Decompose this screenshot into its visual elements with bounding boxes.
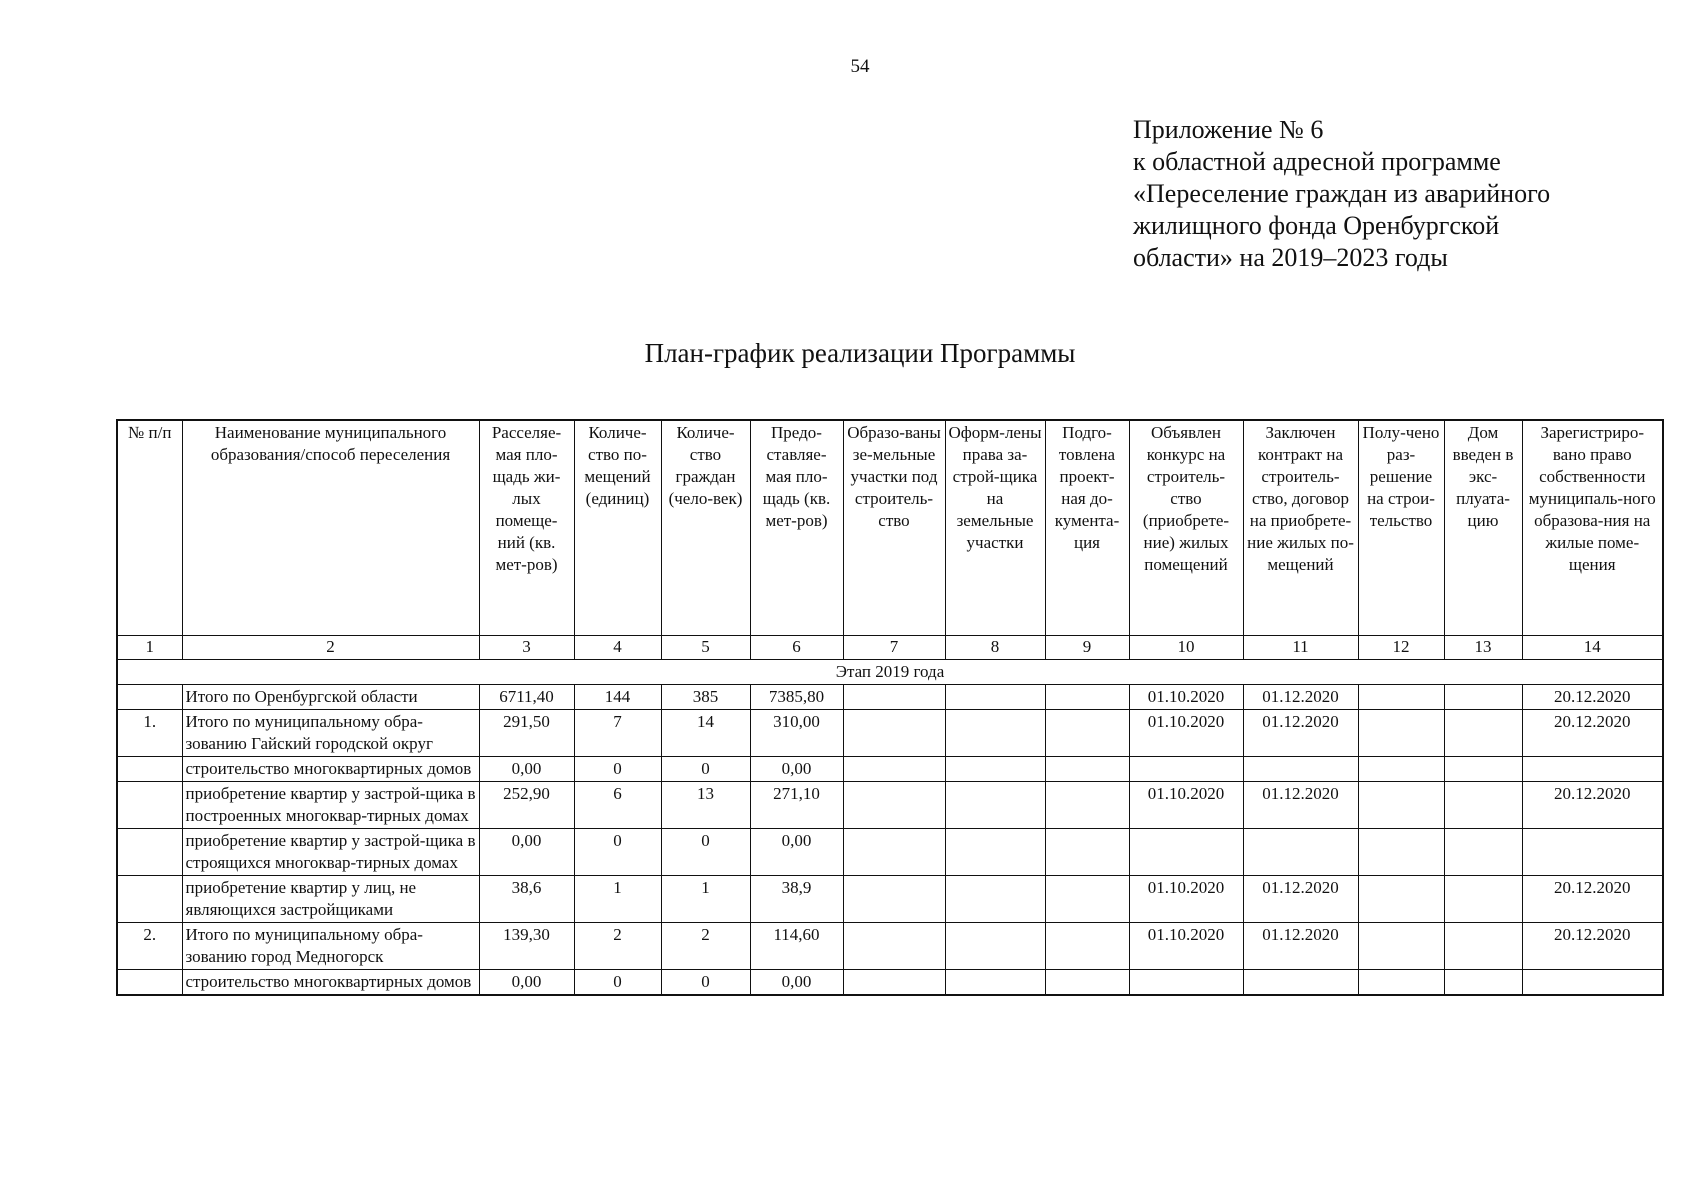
- table-cell: 0,00: [479, 828, 574, 875]
- header-cell: Полу-чено раз-решение на строи-тельство: [1358, 420, 1444, 635]
- row-label-cell: приобретение квартир у застрой-щика в строящихся многоквар-тирных домах: [182, 828, 479, 875]
- header-cell: Заключен контракт на строитель-ство, договор на приобрете-ние жилых по-мещений: [1243, 420, 1358, 635]
- table-cell: 14: [661, 709, 750, 756]
- header-cell: Зарегистриро-вано право собственности муниципаль-ного образова-ния на жилые поме-щения: [1522, 420, 1663, 635]
- table-cell: 6711,40: [479, 684, 574, 709]
- table-cell: 0,00: [750, 756, 843, 781]
- schedule-table: [116, 419, 1664, 996]
- table-row: [117, 684, 1663, 709]
- table-cell: 01.12.2020: [1243, 684, 1358, 709]
- header-cell: Количе-ство по-мещений (единиц): [574, 420, 661, 635]
- table-cell: 291,50: [479, 709, 574, 756]
- column-number: 1: [117, 635, 182, 659]
- table-cell: 20.12.2020: [1522, 684, 1663, 709]
- table-cell: [1444, 709, 1522, 756]
- table-cell: 1.: [117, 709, 182, 756]
- table-cell: [1243, 756, 1358, 781]
- table-cell: 2: [661, 922, 750, 969]
- column-number: 11: [1243, 635, 1358, 659]
- column-number: 6: [750, 635, 843, 659]
- column-number-row: [117, 635, 1663, 659]
- table-cell: 2: [574, 922, 661, 969]
- table-cell: 0: [574, 828, 661, 875]
- column-number: 8: [945, 635, 1045, 659]
- table-cell: [1045, 756, 1129, 781]
- table-cell: 01.12.2020: [1243, 922, 1358, 969]
- stage-row: [117, 659, 1663, 684]
- row-label-cell: приобретение квартир у застрой-щика в построенных многоквар-тирных домах: [182, 781, 479, 828]
- table-cell: 01.12.2020: [1243, 875, 1358, 922]
- table-cell: 01.12.2020: [1243, 781, 1358, 828]
- table-cell: 01.10.2020: [1129, 684, 1243, 709]
- header-cell: Расселяе-мая пло-щадь жи-лых помеще-ний (кв. мет-ров): [479, 420, 574, 635]
- table-cell: [1129, 969, 1243, 995]
- table-cell: [117, 828, 182, 875]
- table-cell: 2.: [117, 922, 182, 969]
- table-cell: [843, 922, 945, 969]
- table-cell: [1444, 875, 1522, 922]
- table-cell: 38,6: [479, 875, 574, 922]
- table-cell: [1522, 828, 1663, 875]
- table-cell: [117, 969, 182, 995]
- table-cell: [843, 756, 945, 781]
- table-cell: 7: [574, 709, 661, 756]
- table-cell: 0,00: [479, 756, 574, 781]
- column-number: 12: [1358, 635, 1444, 659]
- table-cell: [843, 709, 945, 756]
- table-cell: 6: [574, 781, 661, 828]
- table-cell: [843, 875, 945, 922]
- header-cell: Подго-товлена проект-ная до-кумента-ция: [1045, 420, 1129, 635]
- table-cell: 0: [661, 756, 750, 781]
- table-cell: [1444, 781, 1522, 828]
- table-cell: 0,00: [750, 969, 843, 995]
- row-label-cell: приобретение квартир у лиц, не являющихся застройщиками: [182, 875, 479, 922]
- column-number: 10: [1129, 635, 1243, 659]
- column-number: 3: [479, 635, 574, 659]
- table-body: [117, 684, 1663, 995]
- table-cell: 01.10.2020: [1129, 709, 1243, 756]
- table-cell: [945, 709, 1045, 756]
- appendix-line: Приложение № 6: [1133, 115, 1324, 144]
- table-cell: 7385,80: [750, 684, 843, 709]
- appendix-note: [1133, 114, 1653, 274]
- table-cell: 144: [574, 684, 661, 709]
- table-cell: 1: [661, 875, 750, 922]
- header-row: [117, 420, 1663, 635]
- table-cell: [117, 756, 182, 781]
- row-label-cell: строительство многоквартирных домов: [182, 756, 479, 781]
- table-cell: 13: [661, 781, 750, 828]
- table-cell: [1358, 781, 1444, 828]
- table-cell: 01.10.2020: [1129, 922, 1243, 969]
- header-cell: Образо-ваны зе-мельные участки под строитель-ство: [843, 420, 945, 635]
- table-cell: [945, 781, 1045, 828]
- table-cell: [843, 969, 945, 995]
- table-cell: [1243, 969, 1358, 995]
- table-row: [117, 756, 1663, 781]
- table-row: [117, 828, 1663, 875]
- table-cell: 01.12.2020: [1243, 709, 1358, 756]
- table-cell: [945, 922, 1045, 969]
- table-cell: [1045, 781, 1129, 828]
- table-cell: [1045, 922, 1129, 969]
- document-title: План-график реализации Программы: [644, 338, 1076, 368]
- table-cell: 1: [574, 875, 661, 922]
- table-cell: [1444, 756, 1522, 781]
- table-cell: [1358, 756, 1444, 781]
- header-cell: Предо-ставляе-мая пло-щадь (кв. мет-ров): [750, 420, 843, 635]
- header-cell: Дом введен в экс-плуата-цию: [1444, 420, 1522, 635]
- table-cell: [117, 684, 182, 709]
- table-cell: [1444, 828, 1522, 875]
- table-cell: 0: [661, 828, 750, 875]
- table-cell: [1045, 828, 1129, 875]
- column-number: 14: [1522, 635, 1663, 659]
- page-number: 54: [850, 56, 870, 77]
- table-cell: 01.10.2020: [1129, 875, 1243, 922]
- table-cell: [1045, 969, 1129, 995]
- table-cell: [1358, 828, 1444, 875]
- header-cell: Наименование муниципального образования/способ переселения: [182, 420, 479, 635]
- table-cell: [843, 684, 945, 709]
- table-cell: [1358, 709, 1444, 756]
- table-cell: [945, 969, 1045, 995]
- table-row: [117, 709, 1663, 756]
- table-cell: [117, 781, 182, 828]
- table-cell: [843, 781, 945, 828]
- table-cell: 271,10: [750, 781, 843, 828]
- table-cell: [1243, 828, 1358, 875]
- column-number: 5: [661, 635, 750, 659]
- table-row: [117, 922, 1663, 969]
- table-row: [117, 969, 1663, 995]
- column-number: 7: [843, 635, 945, 659]
- stage-label: Этап 2019 года: [117, 659, 1663, 684]
- table-cell: [843, 828, 945, 875]
- table-cell: 38,9: [750, 875, 843, 922]
- table-cell: [945, 756, 1045, 781]
- table-cell: 20.12.2020: [1522, 781, 1663, 828]
- table-cell: [1444, 922, 1522, 969]
- appendix-line: области» на 2019–2023 годы: [1133, 243, 1448, 272]
- table-cell: [1444, 684, 1522, 709]
- table-cell: 139,30: [479, 922, 574, 969]
- table-cell: 0,00: [479, 969, 574, 995]
- table-cell: 0: [574, 969, 661, 995]
- table-cell: [1045, 684, 1129, 709]
- column-number: 13: [1444, 635, 1522, 659]
- table-cell: 114,60: [750, 922, 843, 969]
- table-cell: [1358, 875, 1444, 922]
- table-cell: 0: [574, 756, 661, 781]
- header-cell: Объявлен конкурс на строитель-ство (приобрете-ние) жилых помещений: [1129, 420, 1243, 635]
- table-cell: 20.12.2020: [1522, 875, 1663, 922]
- table-cell: [1522, 969, 1663, 995]
- table-cell: [1522, 756, 1663, 781]
- table-cell: 0,00: [750, 828, 843, 875]
- table-row: [117, 781, 1663, 828]
- table-cell: [1045, 875, 1129, 922]
- column-number: 2: [182, 635, 479, 659]
- appendix-line: «Переселение граждан из аварийного: [1133, 179, 1551, 208]
- column-number: 9: [1045, 635, 1129, 659]
- row-label-cell: Итого по Оренбургской области: [182, 684, 479, 709]
- appendix-line: жилищного фонда Оренбургской: [1133, 211, 1500, 240]
- table-cell: [945, 684, 1045, 709]
- table-cell: [1045, 709, 1129, 756]
- table-cell: [1444, 969, 1522, 995]
- table-cell: 385: [661, 684, 750, 709]
- header-cell: № п/п: [117, 420, 182, 635]
- row-label-cell: Итого по муниципальному обра-зованию Гайский городской округ: [182, 709, 479, 756]
- table-cell: 0: [661, 969, 750, 995]
- table-cell: [1129, 828, 1243, 875]
- table-cell: 20.12.2020: [1522, 922, 1663, 969]
- table-cell: 01.10.2020: [1129, 781, 1243, 828]
- table-cell: [117, 875, 182, 922]
- table-cell: [945, 875, 1045, 922]
- column-number: 4: [574, 635, 661, 659]
- table-cell: 252,90: [479, 781, 574, 828]
- header-cell: Оформ-лены права за-строй-щика на земельные участки: [945, 420, 1045, 635]
- row-label-cell: строительство многоквартирных домов: [182, 969, 479, 995]
- table-cell: [1358, 684, 1444, 709]
- table-row: [117, 875, 1663, 922]
- row-label-cell: Итого по муниципальному обра-зованию город Медногорск: [182, 922, 479, 969]
- table-cell: [1129, 756, 1243, 781]
- table-cell: [1358, 922, 1444, 969]
- table-cell: 20.12.2020: [1522, 709, 1663, 756]
- header-cell: Количе-ство граждан (чело-век): [661, 420, 750, 635]
- table-cell: [945, 828, 1045, 875]
- table-cell: [1358, 969, 1444, 995]
- table-cell: 310,00: [750, 709, 843, 756]
- appendix-line: к областной адресной программе: [1133, 147, 1501, 176]
